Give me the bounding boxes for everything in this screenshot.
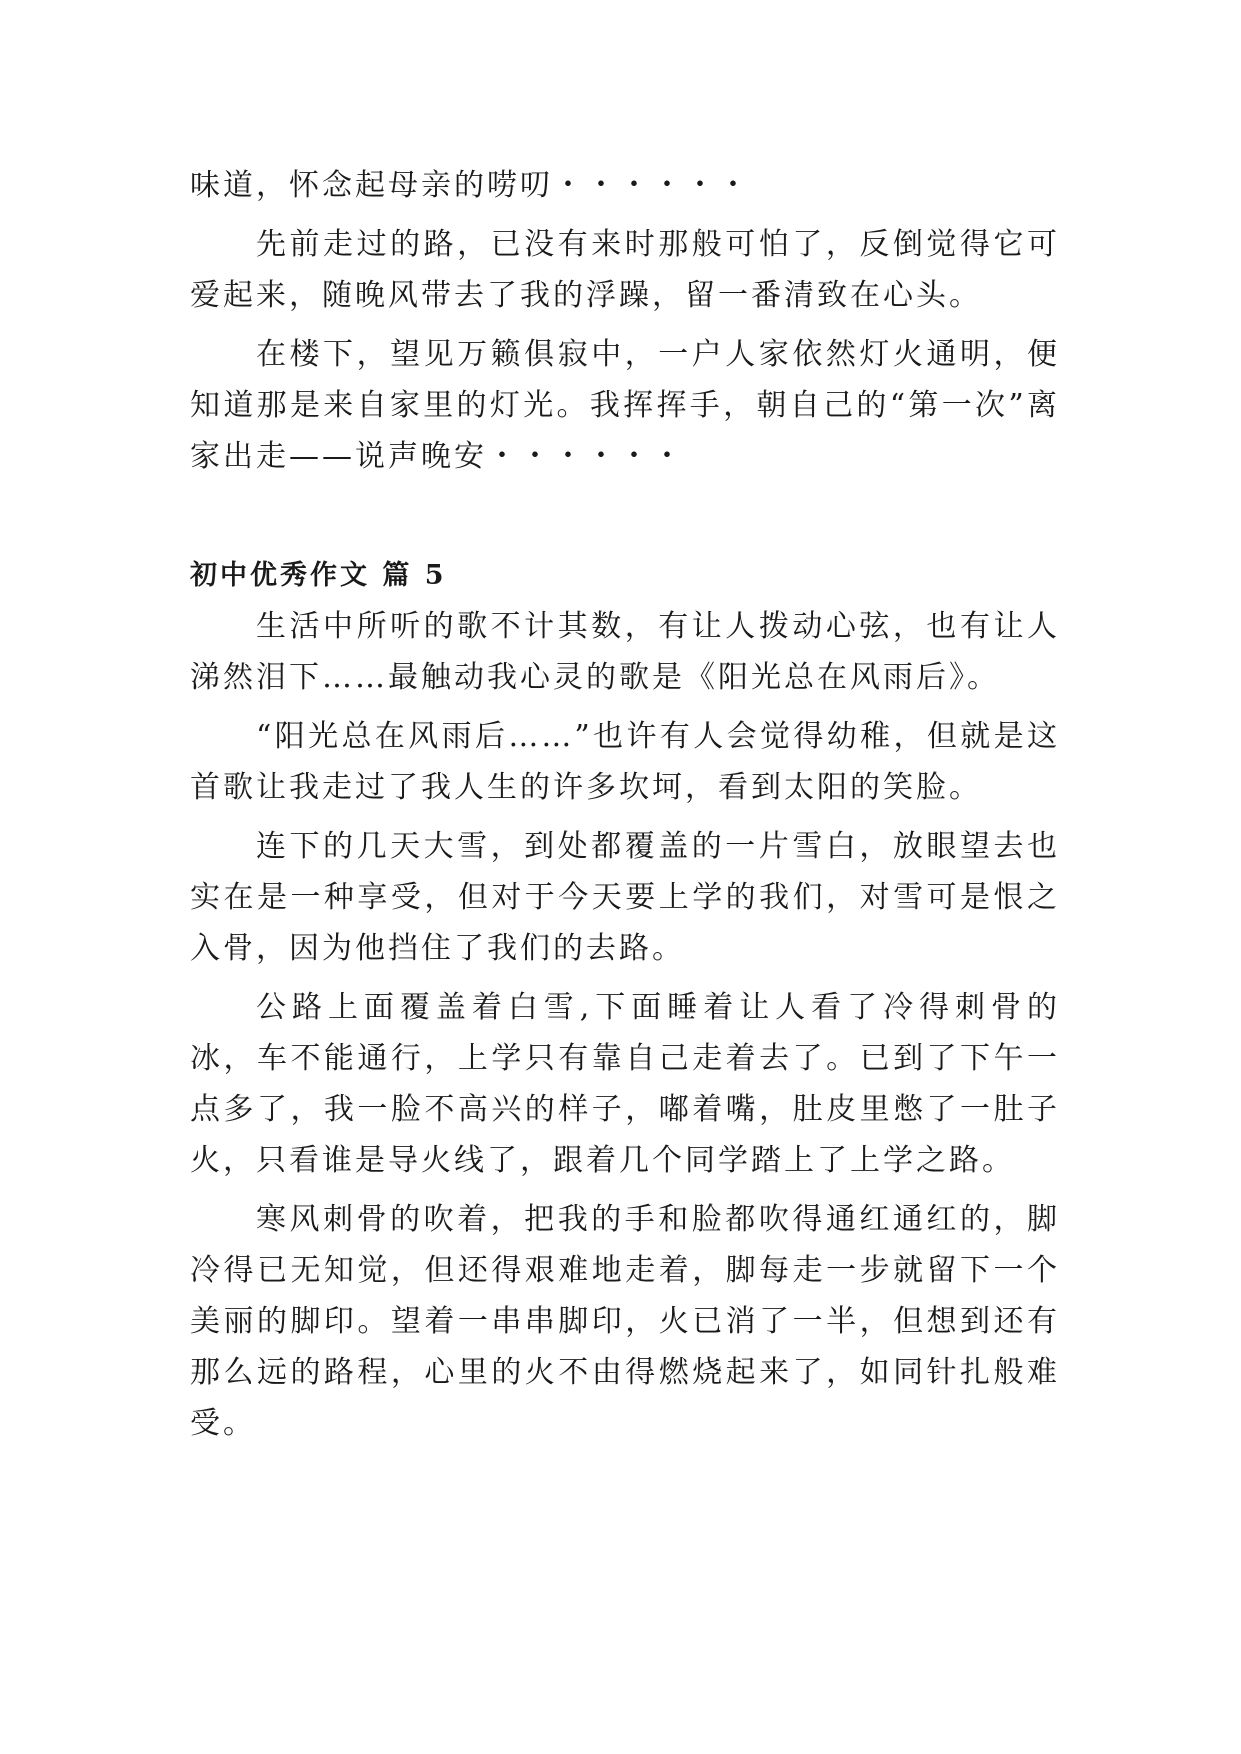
paragraph: 在楼下，望见万籁俱寂中，一户人家依然灯火通明，便知道那是来自家里的灯光。我挥挥手，朝自己的“第一次”离家出走——说声晚安・・・・・・: [190, 337, 1060, 474]
paragraph-continuation: 味道，怀念起母亲的唠叨・・・・・・: [190, 168, 751, 203]
document-body: [190, 160, 1060, 1449]
paragraph: 生活中所听的歌不计其数，有让人拨动心弦，也有让人涕然泪下……最触动我心灵的歌是《阳光总在风雨后》。: [190, 609, 1060, 695]
paragraph: 连下的几天大雪，到处都覆盖的一片雪白，放眼望去也实在是一种享受，但对于今天要上学的我们，对雪可是恨之入骨，因为他挡住了我们的去路。: [190, 829, 1060, 966]
paragraph: “阳光总在风雨后……”也许有人会觉得幼稚，但就是这首歌让我走过了我人生的许多坎坷，看到太阳的笑脸。: [190, 719, 1060, 805]
paragraph: 先前走过的路，已没有来时那般可怕了，反倒觉得它可爱起来，随晚风带去了我的浮躁，留一番清致在心头。: [190, 227, 1060, 313]
paragraph: 公路上面覆盖着白雪,下面睡着让人看了冷得刺骨的冰，车不能通行，上学只有靠自己走着去了。已到了下午一点多了，我一脸不高兴的样子，嘟着嘴，肚皮里憋了一肚子火，只看谁是导火线了，跟着几个同学踏上了上学之路。: [190, 990, 1060, 1178]
section-title: 初中优秀作文 篇 5: [190, 560, 447, 591]
paragraph: 寒风刺骨的吹着，把我的手和脸都吹得通红通红的，脚冷得已无知觉，但还得艰难地走着，脚每走一步就留下一个美丽的脚印。望着一串串脚印，火已消了一半，但想到还有那么远的路程，心里的火不由得燃烧起来了，如同针扎般难受。: [190, 1202, 1060, 1441]
